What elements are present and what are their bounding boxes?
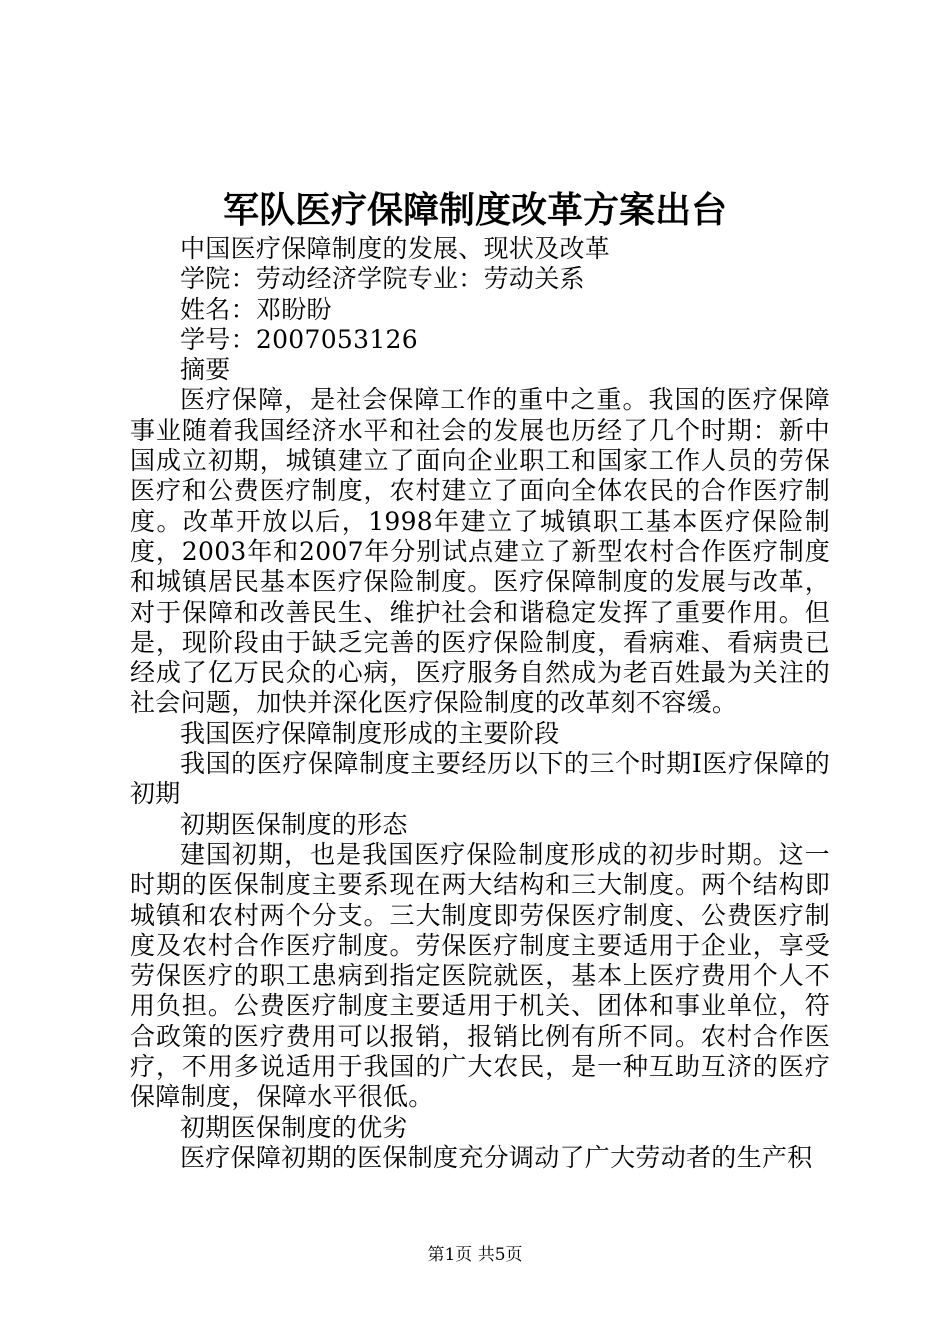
abstract-paragraph: 医疗保障，是社会保障工作的重中之重。我国的医疗保障事业随着我国经济水平和社会的发展也历经了几个时期：新中国成立初期，城镇建立了面向企业职工和国家工作人员的劳保医疗和公费医疗制度，农村建立了面向全体农民的合作医疗制度。改革开放以后，1998年建立了城镇职工基本医疗保险制度，2003年和2007年分别试点建立了新型农村合作医疗制度和城镇居民基本医疗保险制度。医疗保障制度的发展与改革，对于保障和改善民生、维护社会和谐稳定发挥了重要作用。但是，现阶段由于缺乏完善的医疗保险制度，看病难、看病贵已经成了亿万民众的心病，医疗服务自然成为老百姓最为关注的社会问题，加快并深化医疗保险制度的改革刻不容缓。 — [130, 385, 830, 718]
early-form-paragraph: 建国初期，也是我国医疗保险制度形成的初步时期。这一时期的医保制度主要系现在两大结构和三大制度。两个结构即城镇和农村两个分支。三大制度即劳保医疗制度、公费医疗制度及农村合作医疗制度。劳保医疗制度主要适用于企业，享受劳保医疗的职工患病到指定医院就医，基本上医疗费用个人不用负担。公费医疗制度主要适用于机关、团体和事业单位，符合政策的医疗费用可以报销，报销比例有所不同。农村合作医疗，不用多说适用于我国的广大农民，是一种互助互济的医疗保障制度，保障水平很低。 — [130, 839, 830, 1112]
subtitle-paragraph: 中国医疗保障制度的发展、现状及改革 — [180, 234, 611, 263]
document-title: 军队医疗保障制度改革方案出台 — [222, 189, 727, 231]
section-heading-stages: 我国医疗保障制度形成的主要阶段 — [180, 718, 560, 748]
section-heading-early-form: 初期医保制度的形态 — [180, 809, 408, 839]
student-id-line: 学号：2007053126 — [180, 324, 418, 354]
college-major-line: 学院：劳动经济学院专业：劳动关系 — [180, 264, 585, 294]
document-body — [130, 234, 830, 1173]
stages-intro-paragraph: 我国的医疗保障制度主要经历以下的三个时期Ⅰ医疗保障的初期 — [130, 749, 830, 809]
page-footer: 第1页 共5页 — [427, 1245, 523, 1265]
abstract-heading: 摘要 — [180, 355, 231, 385]
early-merits-paragraph: 医疗保障初期的医保制度充分调动了广大劳动者的生产积 — [180, 1142, 813, 1172]
author-name-line: 姓名：邓盼盼 — [180, 294, 332, 324]
section-heading-early-merits: 初期医保制度的优劣 — [180, 1112, 408, 1142]
